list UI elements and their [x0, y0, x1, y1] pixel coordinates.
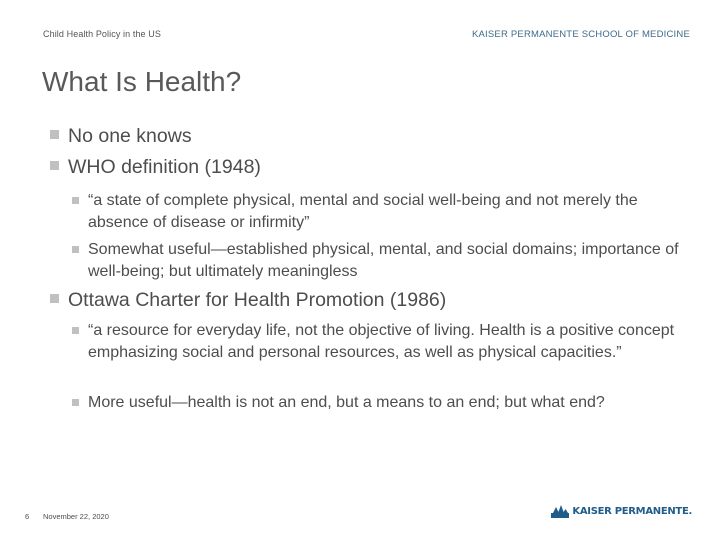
sub-bullet-text: Somewhat useful—established physical, mental, and social domains; importance of well-being; but ultimately meaningless	[88, 241, 679, 280]
sub-bullet-3-1	[72, 320, 692, 364]
logo-wordmark: KAISER PERMANENTE.	[572, 505, 692, 517]
sub-bullet-2-2	[72, 239, 692, 283]
sub-bullet-text: More useful—health is not an end, but a means to an end; but what end?	[88, 394, 605, 411]
org-school: SCHOOL OF MEDICINE	[581, 29, 690, 40]
bullet-2	[50, 156, 261, 179]
bullet-square-icon	[72, 327, 79, 334]
bullet-text: Ottawa Charter for Health Promotion (1986)	[68, 289, 447, 311]
sub-bullet-2-1	[72, 190, 692, 234]
course-title: Child Health Policy in the US	[43, 29, 161, 39]
bullet-square-icon	[72, 246, 79, 253]
bullet-3	[50, 289, 446, 312]
sub-bullet-text: “a state of complete physical, mental and social well-being and not merely the absence of disease or infirmity”	[88, 192, 638, 231]
bullet-text: No one knows	[68, 125, 192, 147]
kaiser-logo-icon	[551, 504, 569, 518]
bullet-square-icon	[50, 294, 59, 303]
bullet-square-icon	[50, 130, 59, 139]
bullet-square-icon	[50, 161, 59, 170]
footer-date: November 22, 2020	[43, 512, 109, 521]
bullet-text: WHO definition (1948)	[68, 156, 261, 178]
org-header	[472, 29, 690, 40]
org-name: KAISER PERMANENTE	[471, 29, 579, 40]
bullet-1	[50, 125, 192, 148]
bullet-square-icon	[72, 399, 79, 406]
sub-bullet-text: “a resource for everyday life, not the objective of living. Health is a positive concept emphasizing social and personal resources, as well as physical capacities.”	[88, 322, 675, 361]
sub-bullet-3-2	[72, 392, 692, 414]
slide-title: What Is Health?	[42, 66, 242, 97]
bullet-square-icon	[72, 197, 79, 204]
kaiser-logo	[551, 504, 692, 518]
page-number: 6	[25, 512, 30, 521]
